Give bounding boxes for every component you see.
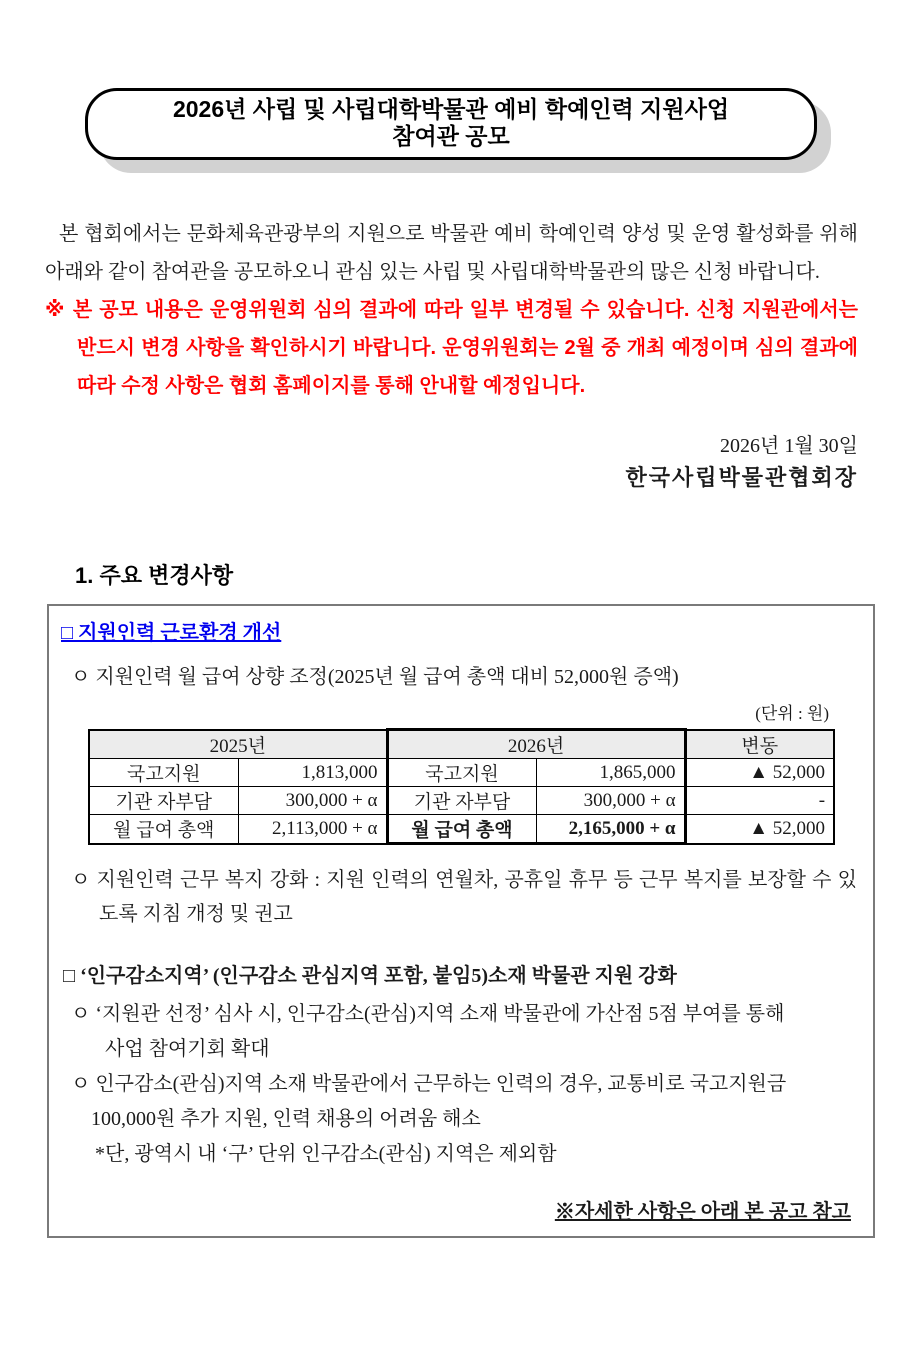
table-row: [89, 815, 834, 844]
selection-bonus-line-2: 사업 참여기회 확대: [105, 1038, 270, 1060]
cell-change-value: -: [685, 787, 834, 815]
salary-comparison-table: [88, 728, 835, 845]
notice-marker: ※: [45, 299, 73, 321]
subsection-1-heading: □ 지원인력 근로환경 개선: [61, 622, 282, 644]
intro-paragraph: 본 협회에서는 문화체육관광부의 지원으로 박물관 예비 학예인력 양성 및 운영 활성화를 위해 아래와 같이 참여관을 공모하오니 관심 있는 사립 및 사립대학박물관의 많은 신청 바랍니다.: [45, 223, 858, 283]
cell-2026-value: 1,865,000: [536, 759, 685, 787]
cell-change-value: ▲ 52,000: [685, 815, 834, 844]
cell-2026-value: 2,165,000 + α: [536, 815, 685, 844]
subsection-2-heading: □ ‘인구감소지역’ (인구감소 관심지역 포함, 붙임5)소재 박물관 지원 강화: [63, 965, 677, 987]
cell-2025-label: 기관 자부담: [89, 787, 238, 815]
transport-support-line-1: ㅇ 인구감소(관심)지역 소재 박물관에서 근무하는 인력의 경우, 교통비로 국고지원금: [71, 1073, 787, 1095]
table-row: [89, 759, 834, 787]
cell-2025-label: 월 급여 총액: [89, 815, 238, 844]
cell-2026-value: 300,000 + α: [536, 787, 685, 815]
salary-raise-bullet: ㅇ 지원인력 월 급여 상향 조정(2025년 월 급여 총액 대비 52,000원 증액): [71, 666, 679, 688]
table-header-row: [89, 730, 834, 759]
changes-box: [47, 604, 875, 1238]
cell-2025-value: 300,000 + α: [238, 787, 387, 815]
cell-2026-label: 월 급여 총액: [387, 815, 536, 844]
cell-change-value: ▲ 52,000: [685, 759, 834, 787]
section-1-heading: 1. 주요 변경사항: [75, 563, 234, 588]
transport-support-line-2: 100,000원 추가 지원, 인력 채용의 어려움 해소: [91, 1108, 481, 1130]
header-2026: 2026년: [387, 730, 685, 759]
signature-date: 2026년 1월 30일: [720, 435, 858, 457]
selection-bonus-line-1: ㅇ ‘지원관 선정’ 심사 시, 인구감소(관심)지역 소재 박물관에 가산점 5점 부여를 통해: [71, 1003, 785, 1025]
cell-2025-value: 2,113,000 + α: [238, 815, 387, 844]
welfare-bullet: ㅇ 지원인력 근무 복지 강화 : 지원 인력의 연월차, 공휴일 휴무 등 근무 복지를 보장할 수 있도록 지침 개정 및 권고: [71, 869, 857, 925]
notice-text: 본 공모 내용은 운영위원회 심의 결과에 따라 일부 변경될 수 있습니다. 신청 지원관에서는 반드시 변경 사항을 확인하시기 바랍니다. 운영위원회는 2월 중 개최 예정이며 심의 결과에 따라 수정 사항은 협회 홈페이지를 통해 안내할 예정입니다.: [72, 299, 858, 397]
exclusion-note: *단, 광역시 내 ‘구’ 단위 인구감소(관심) 지역은 제외함: [95, 1143, 557, 1165]
signature-block: [45, 431, 858, 495]
title-line-1: 2026년 사립 및 사립대학박물관 예비 학예인력 지원사업: [172, 96, 730, 122]
notice-paragraph: [45, 291, 858, 405]
announcement-title-box: [85, 88, 817, 160]
signature-organization: 한국사립박물관협회장: [625, 465, 858, 490]
title-line-2: 참여관 공모: [392, 123, 510, 149]
cell-2026-label: 국고지원: [387, 759, 536, 787]
document-page: [0, 88, 900, 1360]
cell-2025-value: 1,813,000: [238, 759, 387, 787]
cell-2026-label: 기관 자부담: [387, 787, 536, 815]
header-2025: 2025년: [89, 730, 387, 759]
document-body: [0, 215, 900, 1238]
unit-note: (단위 : 원): [755, 704, 829, 723]
cell-2025-label: 국고지원: [89, 759, 238, 787]
footer-reference-note: ※자세한 사항은 아래 본 공고 참고: [554, 1201, 851, 1223]
header-change: 변동: [685, 730, 834, 759]
table-row: [89, 787, 834, 815]
